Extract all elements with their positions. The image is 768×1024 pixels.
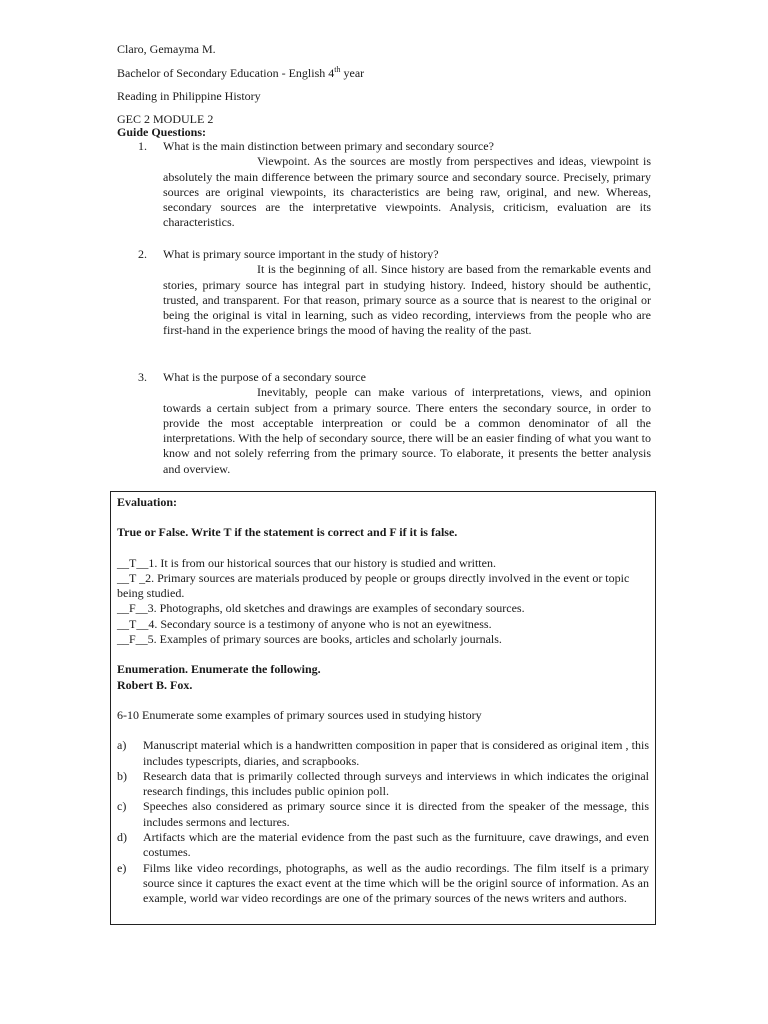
enumeration-author: Robert B. Fox. <box>117 677 193 692</box>
list-item <box>117 738 649 769</box>
question-text: What is the purpose of a secondary source <box>163 370 366 384</box>
subject-line: Reading in Philippine History <box>117 89 261 103</box>
list-item <box>117 830 649 861</box>
question-text: What is the main distinction between primary and secondary source? <box>163 139 494 153</box>
student-name: Claro, Gemayma M. <box>117 42 216 56</box>
list-text: Speeches also considered as primary source since it is directed from the speaker of the message, this includes sermons and lectures. <box>143 799 649 829</box>
question-block-2 <box>138 247 651 339</box>
tf-item-4: __T__4. Secondary source is a testimony of anyone who is not an eyewitness. <box>117 616 492 631</box>
guide-questions-title: Guide Questions: <box>117 125 207 139</box>
course-suffix: year <box>340 66 365 80</box>
question-number: 2. <box>138 247 147 261</box>
question-number: 1. <box>138 139 147 153</box>
enumeration-instruction: Enumeration. Enumerate the following. <box>117 662 321 677</box>
question-block-3 <box>138 370 651 477</box>
enumeration-list <box>117 738 649 906</box>
list-letter: c) <box>117 799 127 814</box>
list-item <box>117 799 649 830</box>
answer-text: It is the beginning of all. Since history are based from the remarkable events and stories, primary source has integral part in studying history. Indeed, history should be authentic, trusted, and transparent. For that reason, primary source as a source that is nearest to the original or being the original is vital in learning, such as video recording, interviews from the people who are first-hand in the experience brings the mood of having the reality of the past. <box>163 262 651 338</box>
course-prefix: Bachelor of Secondary Education - English 4 <box>117 66 335 80</box>
true-false-instruction: True or False. Write T if the statement is correct and F if it is false. <box>117 525 458 540</box>
question-number: 3. <box>138 370 147 384</box>
list-letter: d) <box>117 830 127 845</box>
tf-item-3: __F__3. Photographs, old sketches and drawings are examples of secondary sources. <box>117 601 525 616</box>
question-text: What is primary source important in the study of history? <box>163 247 439 261</box>
tf-item-2: __T _2. Primary sources are materials produced by people or groups directly involved in the event or topic being studied. <box>117 570 630 601</box>
course-superscript: th <box>334 65 341 74</box>
module-line: GEC 2 MODULE 2 <box>117 112 214 126</box>
list-text: Research data that is primarily collected through surveys and interviews in which indicates the original research findings, this includes public opinion poll. <box>143 768 649 799</box>
list-letter: a) <box>117 738 127 753</box>
list-text: Films like video recordings, photographs, as well as the audio recordings. The film itself is a primary source since it captures the exact event at the time which will be the originl source of information. As an example, world war video recordings are one of the primary sources of the news writers and authors. <box>143 860 649 906</box>
list-letter: e) <box>117 860 127 875</box>
question-block-1 <box>138 139 651 231</box>
list-item <box>117 861 649 907</box>
evaluation-box <box>110 491 656 925</box>
enumeration-prompt: 6-10 Enumerate some examples of primary sources used in studying history <box>117 707 482 722</box>
course-line <box>117 66 364 81</box>
list-text: Artifacts which are the material evidence from the past such as the furnituure, cave drawings, and even costumes. <box>143 830 649 860</box>
list-letter: b) <box>117 768 127 783</box>
answer-text: Viewpoint. As the sources are mostly from perspectives and ideas, viewpoint is absolutely the main difference between the primary source and secondary source. Precisely, primary sources are original viewpoints, its characteristics are being raw, original, and new. Whereas, secondary sources are the interpretative viewpoints. Analysis, criticism, evaluation are its characteristics. <box>163 154 651 230</box>
tf-item-1: __T__1. It is from our historical sources that our history is studied and written. <box>117 555 496 570</box>
tf-item-5: __F__5. Examples of primary sources are books, articles and scholarly journals. <box>117 632 502 647</box>
answer-text: Inevitably, people can make various of interpretations, views, and opinion towards a certain subject from a primary source. There enters the secondary source, in order to provide the most acceptable interpreation or could be a common denominator of all the interpretations. With the help of secondary source, there will be an easier finding of what you want to know and not solely referring from the primary source. To elaborate, it presents the better analysis and overview. <box>163 385 651 476</box>
evaluation-title: Evaluation: <box>117 495 178 509</box>
list-item <box>117 769 649 800</box>
list-text: Manuscript material which is a handwritten composition in paper that is considered as original item , this includes typescripts, diaries, and scrapbooks. <box>143 738 649 768</box>
